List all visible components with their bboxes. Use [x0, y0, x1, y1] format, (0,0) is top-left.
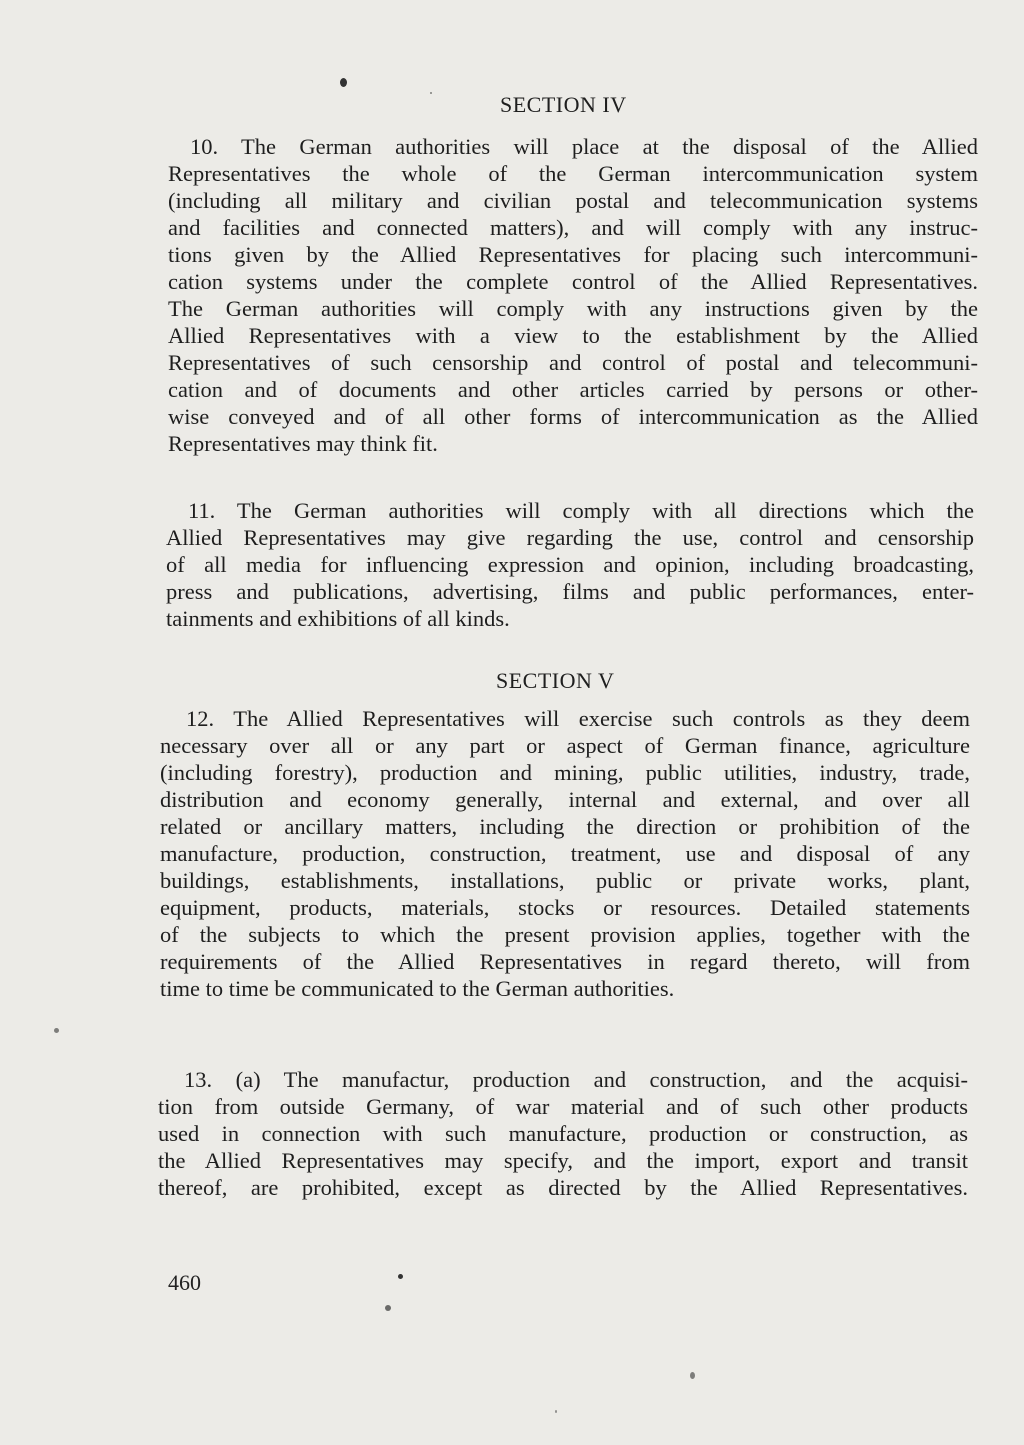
section-heading-iv: SECTION IV	[500, 92, 627, 117]
paragraph-line: tion from outside Germany, of war material and of such other products	[158, 1094, 968, 1119]
paragraph-line: thereof, are prohibited, except as directed by the Allied Representatives.	[158, 1175, 968, 1200]
paragraph-line: of the subjects to which the present provision applies, together with the	[160, 922, 970, 947]
paragraph-line: time to time be communicated to the German authorities.	[160, 976, 675, 1001]
scan-speck	[555, 1410, 557, 1413]
paragraph-line: of all media for influencing expression and opinion, including broadcasting,	[166, 552, 974, 577]
paragraph-line: requirements of the Allied Representatives in regard thereto, will from	[160, 949, 970, 974]
section-heading-v: SECTION V	[496, 668, 615, 693]
paragraph-line: tions given by the Allied Representatives for placing such intercommuni-	[168, 242, 978, 267]
scan-speck	[398, 1274, 403, 1279]
paragraph-line: press and publications, advertising, films and public performances, enter-	[166, 579, 974, 604]
paragraph-line: equipment, products, materials, stocks or resources. Detailed statements	[160, 895, 970, 920]
paragraph-11	[166, 497, 974, 632]
paragraph-line: the Allied Representatives may specify, and the import, export and transit	[158, 1148, 968, 1173]
paragraph-line: used in connection with such manufacture, production or construction, as	[158, 1121, 968, 1146]
paragraph-line: wise conveyed and of all other forms of intercommunication as the Allied	[168, 404, 978, 429]
paragraph-line: (including forestry), production and mining, public utilities, industry, trade,	[160, 760, 970, 785]
paragraph-line: The German authorities will comply with any instructions given by the	[168, 296, 978, 321]
paragraph-12	[160, 705, 970, 1002]
paragraph-line: related or ancillary matters, including the direction or prohibition of the	[160, 814, 970, 839]
paragraph-line: Allied Representatives with a view to the establishment by the Allied	[168, 323, 978, 348]
page-number: 460	[168, 1270, 201, 1295]
paragraph-line: cation and of documents and other articles carried by persons or other-	[168, 377, 978, 402]
paragraph-line: Allied Representatives may give regarding the use, control and censorship	[166, 525, 974, 550]
paragraph-line: buildings, establishments, installations, public or private works, plant,	[160, 868, 970, 893]
paragraph-line: Representatives of such censorship and control of postal and telecommuni-	[168, 350, 978, 375]
scan-speck	[340, 78, 347, 87]
paragraph-line: 13. (a) The manufactur, production and construction, and the acquisi-	[184, 1067, 968, 1092]
paragraph-line: manufacture, production, construction, treatment, use and disposal of any	[160, 841, 970, 866]
paragraph-line: 12. The Allied Representatives will exercise such controls as they deem	[186, 706, 970, 731]
paragraph-line: tainments and exhibitions of all kinds.	[166, 606, 510, 631]
scan-speck	[54, 1028, 59, 1033]
paragraph-line: necessary over all or any part or aspect of German finance, agriculture	[160, 733, 970, 758]
paragraph-13	[158, 1066, 968, 1201]
paragraph-line: Representatives may think fit.	[168, 431, 438, 456]
paragraph-line: cation systems under the complete control of the Allied Representatives.	[168, 269, 978, 294]
paragraph-line: Representatives the whole of the German intercommunication system	[168, 161, 978, 186]
paragraph-line: 11. The German authorities will comply with all directions which the	[188, 498, 974, 523]
paragraph-line: and facilities and connected matters), and will comply with any instruc-	[168, 215, 978, 240]
scan-speck	[385, 1305, 391, 1311]
paragraph-10	[168, 133, 978, 457]
paragraph-line: 10. The German authorities will place at the disposal of the Allied	[190, 134, 978, 159]
paragraph-line: distribution and economy generally, internal and external, and over all	[160, 787, 970, 812]
scan-speck	[690, 1372, 695, 1379]
scan-speck	[430, 92, 432, 94]
paragraph-line: (including all military and civilian postal and telecommunication systems	[168, 188, 978, 213]
